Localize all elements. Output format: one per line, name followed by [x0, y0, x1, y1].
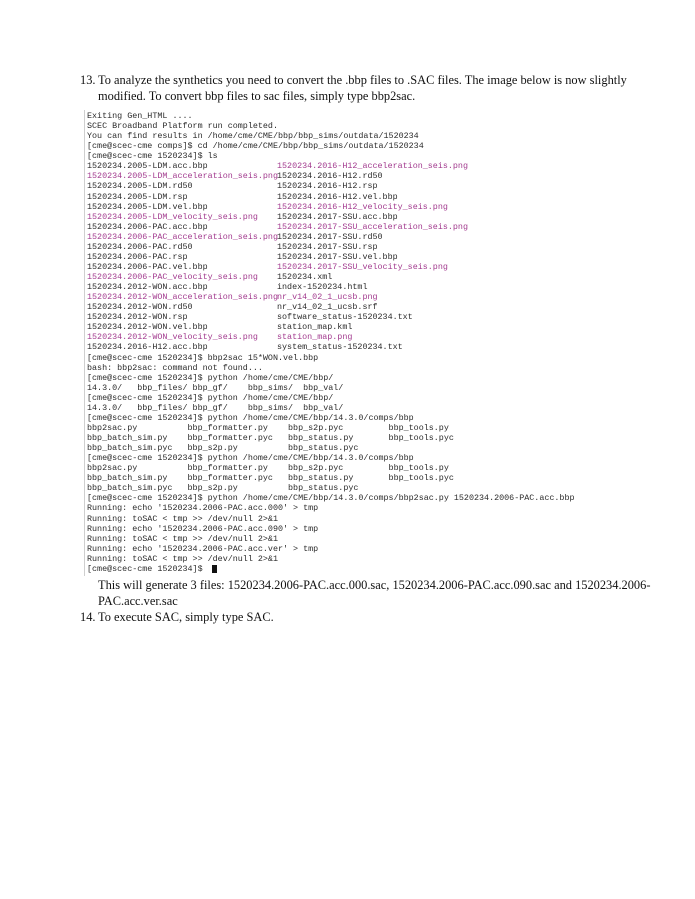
- file-name: nr_v14_02_1_ucsb.srf: [277, 302, 378, 313]
- file-name: 1520234.2017-SSU.acc.bbp: [277, 211, 398, 222]
- file-name: station_map.png: [277, 332, 353, 343]
- file-name: 1520234.2012-WON.rsp: [87, 312, 188, 323]
- file-name: 1520234.2012-WON.vel.bbp: [87, 322, 208, 333]
- terminal-line-text: Running: toSAC < tmp >> /dev/null 2>&1: [87, 533, 278, 544]
- terminal-line-text: Running: toSAC < tmp >> /dev/null 2>&1: [87, 513, 278, 524]
- terminal-line-text: bbp_batch_sim.py bbp_formatter.pyc bbp_status.py bbp_tools.pyc: [87, 473, 454, 484]
- terminal-line-text: bbp2sac.py bbp_formatter.py bbp_s2p.pyc bbp_tools.py: [87, 463, 449, 474]
- step-14-number: 14.: [80, 610, 96, 624]
- file-name: nr_v14_02_1_ucsb.png: [277, 292, 378, 303]
- file-name: 1520234.2016-H12.rsp: [277, 181, 378, 192]
- terminal-line-text: [cme@scec-cme 1520234]$ python /home/cme/CME/bbp/: [87, 372, 334, 383]
- terminal-screenshot: [84, 110, 615, 576]
- terminal-line-text: Running: toSAC < tmp >> /dev/null 2>&1: [87, 553, 278, 564]
- terminal-line-text: [cme@scec-cme 1520234]$ python /home/cme/CME/bbp/14.3.0/comps/bbp2sac.py 1520234.2006-PAC.acc.bbp: [87, 493, 575, 504]
- file-name: 1520234.2017-SSU.rd50: [277, 231, 383, 242]
- file-name: station_map.kml: [277, 322, 353, 333]
- file-name: 1520234.2005-LDM.rd50: [87, 181, 193, 192]
- file-name: 1520234.2006-PAC.vel.bbp: [87, 261, 208, 272]
- terminal-line-text: You can find results in /home/cme/CME/bbp/bbp_sims/outdata/1520234: [87, 131, 419, 142]
- terminal-line-text: [cme@scec-cme 1520234]$ ls: [87, 151, 218, 162]
- terminal-line-text: [cme@scec-cme 1520234]$ bbp2sac 15*WON.vel.bbp: [87, 352, 319, 363]
- file-name: 1520234.2012-WON.rd50: [87, 302, 193, 313]
- file-name: 1520234.2017-SSU.rsp: [277, 241, 378, 252]
- terminal-line-text: bbp_batch_sim.pyc bbp_s2p.py bbp_status.pyc: [87, 443, 359, 454]
- file-name: 1520234.2005-LDM.vel.bbp: [87, 201, 208, 212]
- terminal-line-text: SCEC Broadband Platform run completed.: [87, 121, 278, 132]
- terminal-line-text: bbp2sac.py bbp_formatter.py bbp_s2p.pyc bbp_tools.py: [87, 422, 449, 433]
- terminal-line-text: bbp_batch_sim.pyc bbp_s2p.py bbp_status.pyc: [87, 483, 359, 494]
- terminal-line-text: [cme@scec-cme comps]$ cd /home/cme/CME/bbp/bbp_sims/outdata/1520234: [87, 141, 424, 152]
- step-13-text: To analyze the synthetics you need to convert the .bbp files to .SAC files. The image below is now slightly modified. To convert bbp files to sac files, simply type bbp2sac.: [98, 73, 627, 103]
- file-name: 1520234.2012-WON.acc.bbp: [87, 282, 208, 293]
- terminal-line-text: Running: echo '1520234.2006-PAC.acc.ver' > tmp: [87, 543, 319, 554]
- result-description: This will generate 3 files: 1520234.2006-PAC.acc.000.sac, 1520234.2006-PAC.acc.090.sac and 1520234.2006-PAC.acc.ver.sac: [98, 578, 651, 608]
- terminal-line-text: [cme@scec-cme 1520234]$ python /home/cme/CME/bbp/14.3.0/comps/bbp: [87, 412, 414, 423]
- step-14-text: To execute SAC, simply type SAC.: [98, 610, 274, 624]
- file-name: 1520234.2006-PAC_velocity_seis.png: [87, 272, 258, 282]
- file-name: 1520234.2006-PAC.rd50: [87, 241, 193, 252]
- file-name: 1520234.2016-H12.vel.bbp: [277, 191, 398, 202]
- file-name: 1520234.2005-LDM.rsp: [87, 191, 188, 202]
- file-name: 1520234.2006-PAC.acc.bbp: [87, 221, 208, 232]
- file-name: 1520234.2016-H12_velocity_seis.png: [277, 201, 448, 212]
- file-name: 1520234.2005-LDM_acceleration_seis.png: [87, 171, 278, 182]
- file-name: 1520234.2005-LDM.acc.bbp: [87, 161, 208, 172]
- file-name: system_status-1520234.txt: [277, 342, 403, 353]
- terminal-line-text: Running: echo '1520234.2006-PAC.acc.000' > tmp: [87, 503, 319, 514]
- file-name: 1520234.2016-H12_acceleration_seis.png: [277, 161, 468, 172]
- file-name: 1520234.2012-WON_velocity_seis.png: [87, 332, 258, 343]
- file-name: 1520234.2017-SSU_velocity_seis.png: [277, 261, 448, 272]
- file-name: 1520234.2006-PAC.rsp: [87, 251, 188, 262]
- file-name: 1520234.2017-SSU.vel.bbp: [277, 251, 398, 262]
- file-name: software_status-1520234.txt: [277, 312, 413, 323]
- file-name: 1520234.xml: [277, 272, 333, 282]
- terminal-line-text: [cme@scec-cme 1520234]$ python /home/cme/CME/bbp/14.3.0/comps/bbp: [87, 453, 414, 464]
- step-14: [80, 610, 655, 626]
- terminal-line-text: 14.3.0/ bbp_files/ bbp_gf/ bbp_sims/ bbp_val/: [87, 382, 344, 393]
- file-name: 1520234.2005-LDM_velocity_seis.png: [87, 211, 258, 222]
- terminal-line-text: [cme@scec-cme 1520234]$ python /home/cme/CME/bbp/: [87, 392, 334, 403]
- terminal-line-text: 14.3.0/ bbp_files/ bbp_gf/ bbp_sims/ bbp_val/: [87, 402, 344, 413]
- step-13: [80, 73, 655, 104]
- terminal-line-text: bash: bbp2sac: command not found...: [87, 362, 263, 373]
- file-name: 1520234.2017-SSU_acceleration_seis.png: [277, 221, 468, 232]
- terminal-line-text: Exiting Gen_HTML ....: [87, 111, 193, 121]
- terminal-cursor: [212, 565, 217, 573]
- file-name: 1520234.2016-H12.acc.bbp: [87, 342, 208, 353]
- step-13-number: 13.: [80, 73, 96, 87]
- file-name: index-1520234.html: [277, 282, 368, 293]
- file-name: 1520234.2012-WON_acceleration_seis.png: [87, 292, 278, 303]
- terminal-line-text: bbp_batch_sim.py bbp_formatter.pyc bbp_status.py bbp_tools.pyc: [87, 433, 454, 443]
- file-name: 1520234.2006-PAC_acceleration_seis.png: [87, 231, 278, 242]
- file-name: 1520234.2016-H12.rd50: [277, 171, 383, 182]
- terminal-line-text: [cme@scec-cme 1520234]$: [87, 563, 208, 574]
- terminal-line-text: Running: echo '1520234.2006-PAC.acc.090' > tmp: [87, 523, 319, 534]
